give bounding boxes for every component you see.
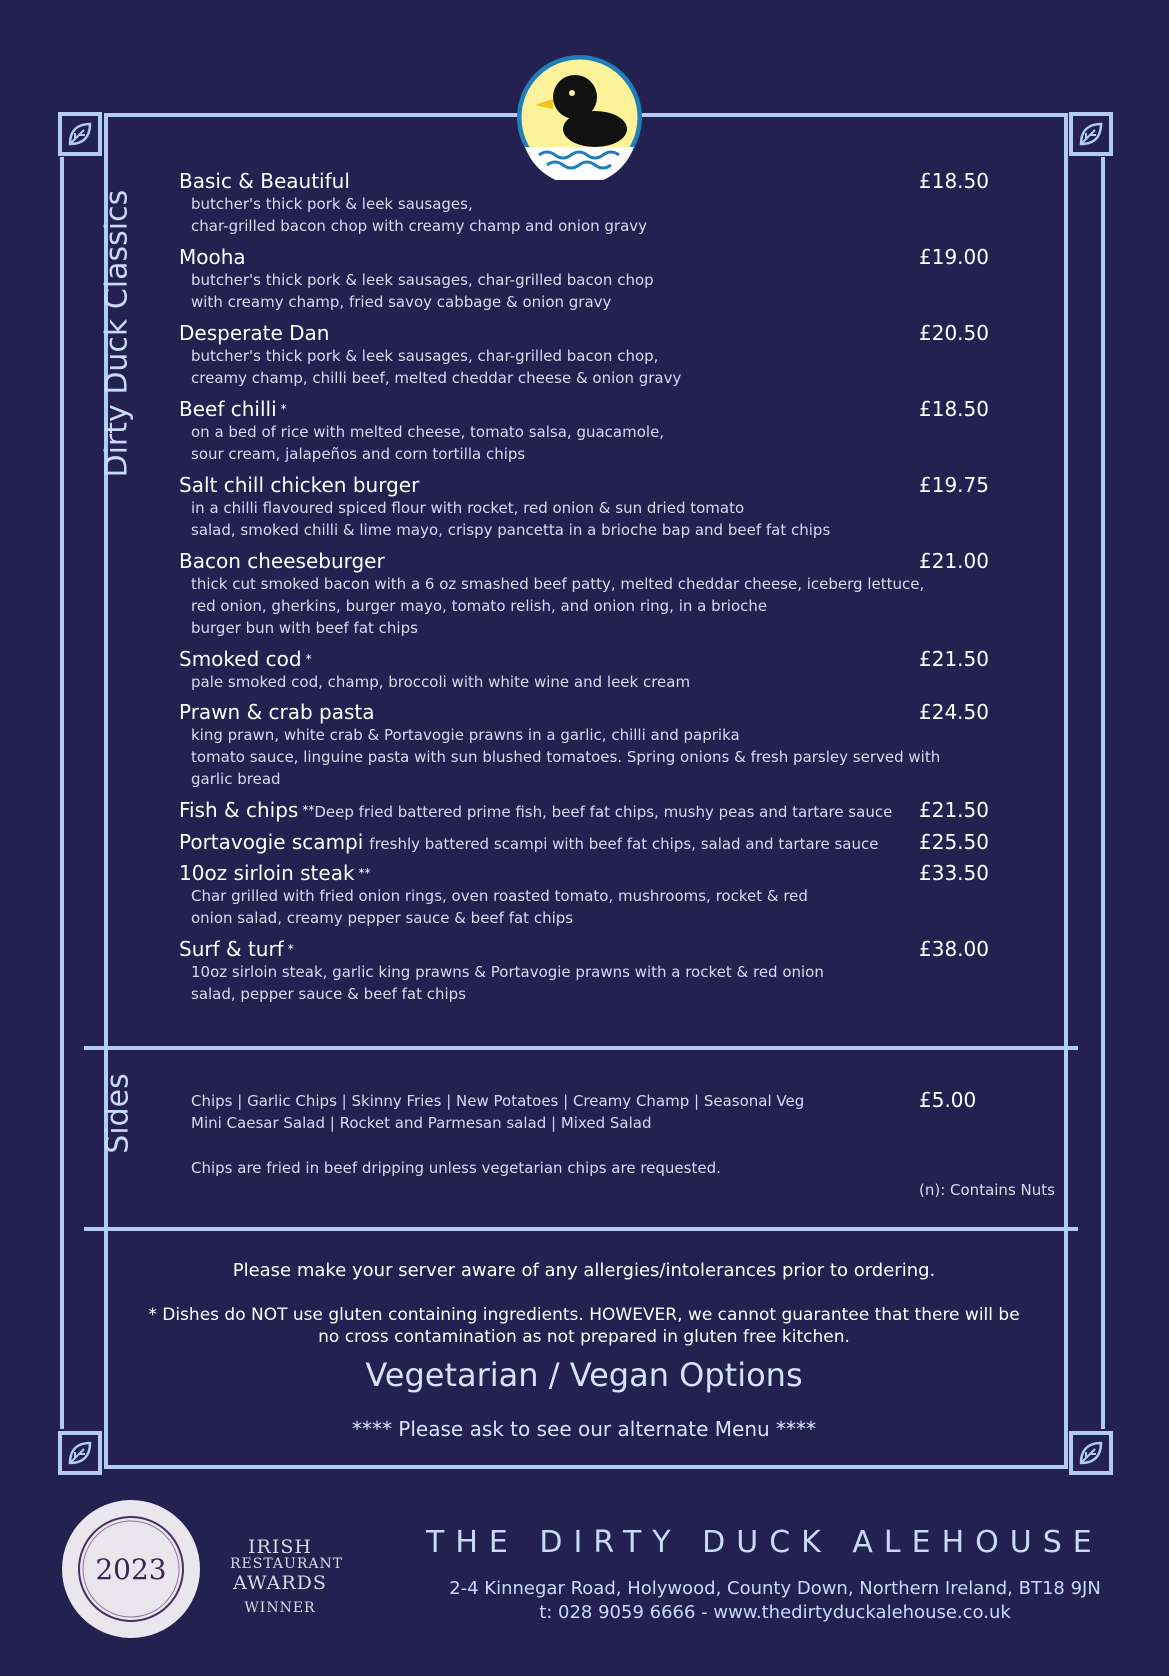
menu-item-heading [179,549,1009,573]
menu-item-heading [179,321,1009,345]
divider-classics-sides [84,1046,1078,1050]
gluten-free-mark: ** [302,803,315,817]
menu-item-price: £25.50 [919,830,989,854]
menu-item-description: in a chilli flavoured spiced flour with rocket, red onion & sun dried tomato [191,499,745,517]
menu-item-name: Portavogie scampi [179,830,364,854]
award-year: 2023 [95,1552,167,1586]
section-title-sides: Sides [100,1073,136,1154]
menu-item-description: on a bed of rice with melted cheese, tomato salsa, guacamole, [191,423,665,441]
gluten-free-mark: * [305,652,312,666]
gluten-line-1: * Dishes do NOT use gluten containing ingredients. HOWEVER, we cannot guarantee that there will be [148,1305,1020,1325]
restaurant-contact: t: 028 9059 6666 - www.thedirtyduckalehouse.co.uk [539,1602,1011,1623]
award-line-3: AWARDS [233,1572,327,1594]
duck-logo [517,55,642,180]
sides-price: £5.00 [919,1088,977,1112]
menu-item-price: £21.50 [919,647,989,671]
menu-item-heading [179,647,1009,671]
menu-item [179,700,1009,790]
menu-item-description: salad, pepper sauce & beef fat chips [191,985,467,1003]
leaf-icon [66,1439,94,1467]
menu-item-description: sour cream, jalapeños and corn tortilla chips [191,445,526,463]
menu-item-description: burger bun with beef fat chips [191,619,418,637]
menu-item-price: £24.50 [919,700,989,724]
menu-item-name: Bacon cheeseburger [179,549,385,573]
menu-item-heading [179,861,1009,885]
menu-item-price: £19.75 [919,473,989,497]
menu-item-description: onion salad, creamy pepper sauce & beef fat chips [191,909,574,927]
sides-line-2: Mini Caesar Salad | Rocket and Parmesan salad | Mixed Salad [191,1114,652,1132]
menu-item-name: Desperate Dan [179,321,330,345]
menu-item-heading [179,700,1009,724]
frame-left-inner [60,157,64,1429]
menu-item-description: Deep fried battered prime fish, beef fat chips, mushy peas and tartare sauce [314,803,893,821]
menu-item-description: garlic bread [191,770,281,788]
menu-item-description: creamy champ, chilli beef, melted cheddar cheese & onion gravy [191,369,682,387]
menu-item-description: thick cut smoked bacon with a 6 oz smashed beef patty, melted cheddar cheese, iceberg lettuce, [191,575,925,593]
menu-item-heading [179,397,1009,421]
restaurant-address: 2-4 Kinnegar Road, Holywood, County Down, Northern Ireland, BT18 9JN [449,1578,1101,1599]
menu-item [179,647,1009,693]
menu-item [179,798,1009,824]
menu-item [179,321,1009,389]
menu-item [179,245,1009,313]
gluten-free-mark: * [287,942,294,956]
menu-item-heading [179,473,1009,497]
allergy-notice: Please make your server aware of any allergies/intolerances prior to ordering. [232,1260,936,1281]
menu-item-name: Mooha [179,245,246,269]
gluten-line-2: no cross contamination as not prepared in gluten free kitchen. [318,1327,850,1347]
menu-item-price: £18.50 [919,397,989,421]
duck-icon [517,55,642,180]
award-badge [62,1500,200,1638]
sides-list [191,1090,804,1134]
menu-item-description: butcher's thick pork & leek sausages, char-grilled bacon chop, [191,347,659,365]
menu-item-heading [179,798,1009,824]
corner-bottom-right [1069,1431,1113,1475]
menu-item [179,861,1009,929]
menu-item [179,937,1009,1005]
menu-item-description: king prawn, white crab & Portavogie prawns in a garlic, chilli and paprika [191,726,740,744]
restaurant-name: THE DIRTY DUCK ALEHOUSE [426,1525,1103,1560]
sides-note: Chips are fried in beef dripping unless vegetarian chips are requested. [191,1159,721,1177]
menu-item [179,397,1009,465]
menu-item-name: 10oz sirloin steak [179,861,355,885]
menu-item-heading [179,937,1009,961]
award-line-4: WINNER [244,1600,316,1616]
menu-item [179,830,1009,856]
menu-item-heading [179,830,1009,856]
menu-item-description: pale smoked cod, champ, broccoli with white wine and leek cream [191,673,691,691]
menu-item-price: £21.50 [919,798,989,822]
menu-item-description: 10oz sirloin steak, garlic king prawns & Portavogie prawns with a rocket & red onion [191,963,824,981]
menu-item-price: £21.00 [919,549,989,573]
menu-item [179,473,1009,541]
section-title-classics: Dirty Duck Classics [99,189,135,478]
corner-bottom-left [58,1431,102,1475]
menu-item-name: Salt chill chicken burger [179,473,420,497]
menu-item-description: red onion, gherkins, burger mayo, tomato relish, and onion ring, in a brioche [191,597,768,615]
menu-item-description: with creamy champ, fried savoy cabbage & onion gravy [191,293,612,311]
award-line-2: RESTAURANT [230,1556,344,1572]
menu-item [179,549,1009,639]
sides-line-1: Chips | Garlic Chips | Skinny Fries | New Potatoes | Creamy Champ | Seasonal Veg [191,1092,805,1110]
menu-item-description: freshly battered scampi with beef fat chips, salad and tartare sauce [369,835,879,853]
menu-item-description: salad, smoked chilli & lime mayo, crispy pancetta in a brioche bap and beef fat chips [191,521,831,539]
menu-item-description: Char grilled with fried onion rings, oven roasted tomato, mushrooms, rocket & red [191,887,808,905]
leaf-icon [1077,1439,1105,1467]
menu-item-price: £33.50 [919,861,989,885]
award-line-1: IRISH [248,1536,312,1558]
leaf-icon [1077,120,1105,148]
menu-item-name: Prawn & crab pasta [179,700,375,724]
gluten-notice [104,1304,1064,1348]
veg-heading: Vegetarian / Vegan Options [365,1356,803,1394]
menu-item-price: £20.50 [919,321,989,345]
alt-menu-notice: **** Please ask to see our alternate Menu **** [351,1417,817,1441]
menu-item-price: £38.00 [919,937,989,961]
corner-top-right [1069,112,1113,156]
menu-item-description: tomato sauce, linguine pasta with sun blushed tomatoes. Spring onions & fresh parsley served with [191,748,941,766]
menu-item-heading [179,245,1009,269]
nuts-note: (n): Contains Nuts [919,1181,1055,1199]
menu-item-name: Basic & Beautiful [179,169,350,193]
gluten-free-mark: ** [358,866,371,880]
gluten-free-mark: * [280,402,287,416]
leaf-icon [66,120,94,148]
menu-item-name: Surf & turf [179,937,284,961]
menu-item-description: butcher's thick pork & leek sausages, [191,195,473,213]
menu-item-price: £18.50 [919,169,989,193]
menu-item-name: Smoked cod [179,647,302,671]
menu-item-description: butcher's thick pork & leek sausages, char-grilled bacon chop [191,271,654,289]
menu-item-name: Beef chilli [179,397,277,421]
divider-sides-notices [84,1227,1078,1231]
menu-item-description: char-grilled bacon chop with creamy champ and onion gravy [191,217,648,235]
menu-item-name: Fish & chips [179,798,299,822]
menu-item-price: £19.00 [919,245,989,269]
corner-top-left [58,112,102,156]
frame-right-inner [1101,157,1105,1429]
